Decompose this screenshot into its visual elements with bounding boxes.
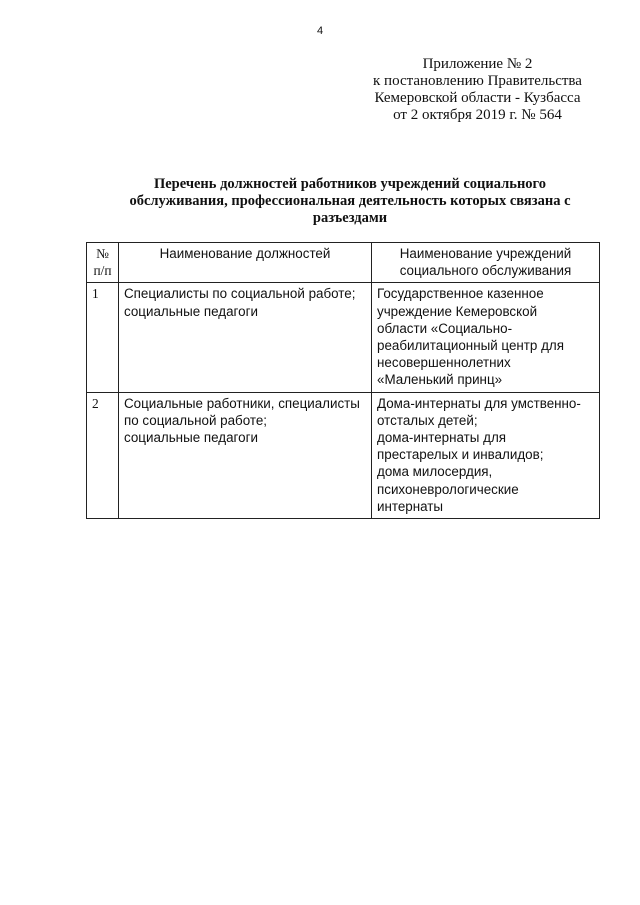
institution-line: Государственное казенное — [377, 286, 544, 302]
table-row — [87, 392, 600, 518]
position-line: по социальной работе; — [124, 412, 268, 428]
row-positions-cell — [119, 392, 372, 518]
institution-line: психоневрологические — [377, 481, 519, 497]
row-institutions-cell — [372, 283, 600, 392]
table-row — [87, 283, 600, 392]
positions-table — [86, 242, 600, 519]
row-num-cell: 1 — [87, 283, 119, 392]
position-line: Социальные работники, специалисты — [124, 395, 360, 411]
position-line: социальные педагоги — [124, 430, 258, 446]
title-line: обслуживания, профессиональная деятельность которых связана с — [129, 193, 571, 209]
institution-line: области «Социально- — [377, 320, 513, 336]
appendix-line: Приложение № 2 — [422, 56, 533, 72]
institution-line: учреждение Кемеровской — [377, 303, 538, 319]
institution-line: Дома-интернаты для умственно- — [377, 395, 581, 411]
table-header-row — [87, 243, 600, 283]
title-line: разъездами — [312, 210, 388, 226]
appendix-line: к постановлению Правительства — [373, 73, 582, 89]
row-positions-cell — [119, 283, 372, 392]
header-institutions-line: социального обслуживания — [399, 263, 572, 279]
header-institutions-line: Наименование учреждений — [399, 246, 572, 261]
position-line: социальные педагоги — [124, 303, 258, 319]
position-line: Специалисты по социальной работе; — [124, 286, 356, 302]
appendix-line: от 2 октября 2019 г. № 564 — [393, 107, 562, 123]
row-num-cell: 2 — [87, 392, 119, 518]
page-number: 4 — [316, 25, 324, 37]
institution-line: дома-интернаты для — [377, 430, 507, 446]
header-num-cell — [87, 243, 119, 283]
header-num-line: № — [96, 246, 109, 261]
appendix-line: Кемеровской области - Кузбасса — [374, 90, 581, 106]
header-num-line: п/п — [93, 263, 112, 279]
header-positions-cell — [119, 243, 372, 283]
document-title — [90, 176, 610, 227]
institution-line: интернаты — [377, 498, 444, 514]
institution-line: реабилитационный центр для — [377, 338, 564, 354]
institution-line: несовершеннолетних — [377, 355, 511, 371]
row-institutions-cell — [372, 392, 600, 518]
appendix-block — [330, 56, 625, 124]
institution-line: престарелых и инвалидов; — [377, 447, 544, 463]
header-positions-label: Наименование должностей — [159, 246, 331, 261]
header-institutions-cell — [372, 243, 600, 283]
institution-line: дома милосердия, — [377, 464, 493, 480]
institution-line: отсталых детей; — [377, 412, 478, 428]
title-line: Перечень должностей работников учреждений социального — [153, 176, 547, 192]
institution-line: «Маленький принц» — [377, 372, 503, 388]
